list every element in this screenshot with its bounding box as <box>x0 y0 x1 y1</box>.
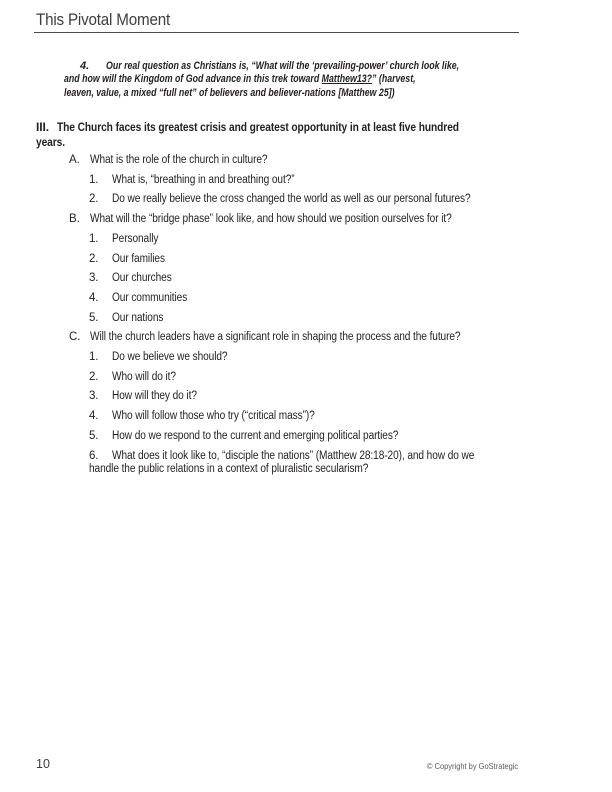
header-rule <box>34 32 519 34</box>
section-heading-text: The Church faces its greatest crisis and greatest opportunity in at least five hundred <box>57 119 459 134</box>
outline-text: Our churches <box>111 272 172 285</box>
page-number: 10 <box>36 757 50 771</box>
outline-text: Our communities <box>111 291 187 304</box>
outline-label: 3. <box>89 390 99 403</box>
outline-item-B3 <box>89 271 179 285</box>
page-title-text: This Pivotal Moment <box>36 11 171 29</box>
outline-label: 5. <box>89 429 99 442</box>
section-number: III. <box>36 119 49 134</box>
copyright-text: © Copyright by GoStrategic <box>427 761 519 771</box>
outline-item-C6-line-1 <box>89 449 523 463</box>
outline-item-C1 <box>89 350 243 364</box>
section-heading-line-1 <box>36 120 530 135</box>
section-heading-line-2 <box>36 135 70 150</box>
outline-text: How do we respond to the current and emerging political parties? <box>111 429 398 442</box>
outline-text: Who will do it? <box>111 370 176 383</box>
outline-label: 3. <box>89 272 99 285</box>
outline-item-B4 <box>89 291 197 305</box>
outline-item-C3 <box>89 389 208 403</box>
outline-label: 2. <box>89 370 99 383</box>
outline-text: What will the “bridge phase” look like, and how should we position ourselves for it? <box>90 213 452 226</box>
outline-label: A. <box>69 154 80 166</box>
outline-label: 5. <box>89 311 99 324</box>
intro-item-line1-text: Our real question as Christians is, “What will the ‘prevailing-power’ church look like, <box>106 60 460 72</box>
intro-line2-post: ” (harvest, <box>372 73 416 86</box>
outline-item-C6-line-2 <box>89 462 406 476</box>
outline-item-C4 <box>89 409 342 423</box>
outline-label: 1. <box>89 232 99 245</box>
outline-item-C5 <box>89 429 437 443</box>
outline-label: 6. <box>89 449 99 462</box>
outline-text: What does it look like to, “disciple the nations” (Matthew 28:18-20), and how do we <box>111 449 474 462</box>
outline-item-B2 <box>89 252 172 266</box>
outline-label: B. <box>69 213 80 226</box>
outline-label: 1. <box>89 351 99 363</box>
outline-label: 1. <box>89 173 99 186</box>
outline-text: What is the role of the church in culture? <box>90 154 268 166</box>
scripture-reference-underlined: Matthew13? <box>321 73 373 86</box>
outline-label: C. <box>69 331 81 344</box>
outline-text: Our nations <box>111 311 163 324</box>
outline-item-C <box>69 330 511 344</box>
outline-label: 4. <box>89 410 99 423</box>
outline-item-B5 <box>89 311 170 325</box>
outline-item-A2 <box>89 192 519 206</box>
outline-text: Who will follow those who try (“critical mass”)? <box>111 410 315 423</box>
outline-item-B1 <box>89 232 164 246</box>
intro-line2-pre: and how will the Kingdom of God advance in this trek toward <box>64 73 322 86</box>
outline-label: 2. <box>89 193 99 206</box>
outline-text: Do we believe we should? <box>111 351 227 363</box>
outline-text: Personally <box>111 232 158 245</box>
intro-item-number: 4. <box>80 60 90 72</box>
outline-item-C2 <box>89 370 184 384</box>
intro-item-line-1 <box>64 60 547 74</box>
intro-item-line-3 <box>64 87 477 101</box>
outline-text: handle the public relations in a context of pluralistic secularism? <box>89 463 369 475</box>
intro-item-line3-text: leaven, value, a mixed “full net” of believers and believer-nations [Matthew 25]) <box>64 86 395 99</box>
page-title <box>36 11 182 29</box>
outline-item-A <box>69 153 292 167</box>
outline-item-A1 <box>89 173 319 187</box>
outline-text: Our families <box>111 252 165 265</box>
outline-text: Do we really believe the cross changed the world as well as our personal futures? <box>111 193 471 206</box>
outline-label: 4. <box>89 291 99 304</box>
intro-item-line2-text <box>64 73 416 87</box>
section-heading-text-2: years. <box>36 135 65 150</box>
copyright-notice <box>427 761 531 771</box>
outline-text: How will they do it? <box>111 390 197 403</box>
outline-text: Will the church leaders have a significant role in shaping the process and the future? <box>90 331 461 344</box>
outline-item-B <box>69 212 501 226</box>
outline-text: What is, “breathing in and breathing out?” <box>111 173 295 186</box>
outline-label: 2. <box>89 252 99 265</box>
intro-item-line-2 <box>64 73 503 87</box>
